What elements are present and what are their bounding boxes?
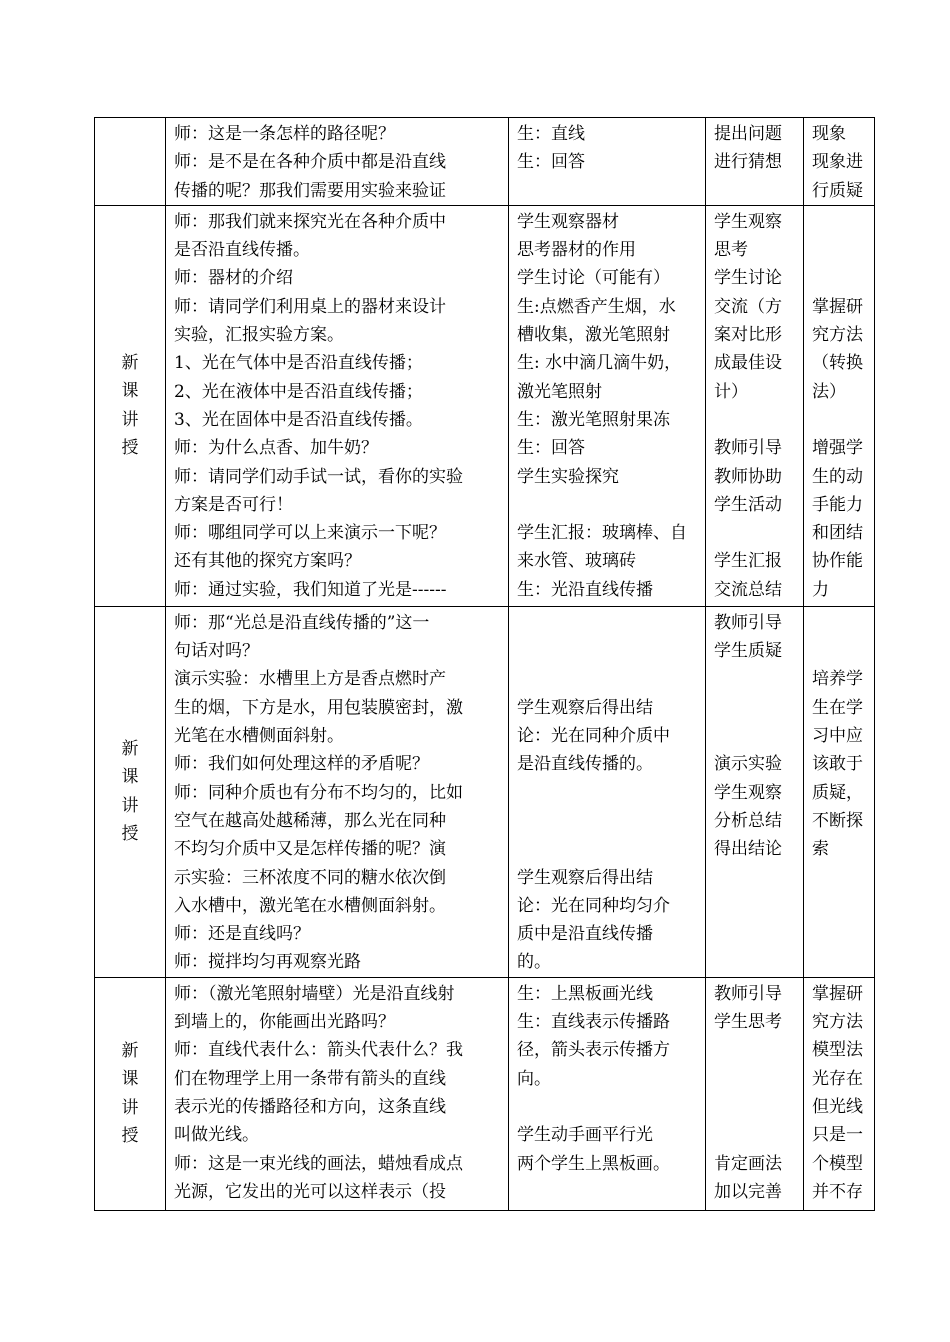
cell-text-line: 掌握研 <box>812 296 863 317</box>
cell-text-line: 师：这是一条怎样的路径呢？ <box>174 124 395 144</box>
method-cell <box>706 118 804 206</box>
cell-text-line: 该敢于 <box>812 754 863 775</box>
cell-text-line <box>812 236 866 264</box>
cell-text-line: 索 <box>812 839 829 860</box>
cell-text-line: 生的烟，下方是水，用包装膜密封，激 <box>174 697 463 718</box>
cell-text-line: 掌握研 <box>812 983 863 1004</box>
cell-text-line: 学生讨论 <box>714 268 782 289</box>
cell-text-line: 光存在 <box>812 1068 863 1089</box>
cell-text-line: 师：哪组同学可以上来演示一下呢？ <box>174 523 446 544</box>
cell-text-line <box>812 609 866 637</box>
cell-text-line: 师：我们如何处理这样的矛盾呢？ <box>174 754 429 775</box>
lesson-row <box>95 118 875 206</box>
cell-text-line: 师：直线代表什么：箭头代表什么？我 <box>174 1040 463 1061</box>
cell-text-line <box>714 665 795 693</box>
cell-text-line: 师：请同学们利用桌上的器材来设计 <box>174 296 446 317</box>
cell-text-line: 分析总结 <box>714 810 782 831</box>
student-activity-cell <box>509 977 706 1210</box>
cell-text-line <box>517 491 697 519</box>
cell-text-line: 们在物理学上用一条带有箭头的直线 <box>174 1068 446 1089</box>
cell-text-line: 生: 水中滴几滴牛奶， <box>517 353 682 374</box>
cell-text-line: 教师引导 <box>714 438 782 459</box>
method-cell <box>706 606 804 977</box>
cell-text-line: 师：为什么点香、加牛奶？ <box>174 438 378 459</box>
teacher-activity-cell <box>166 205 509 606</box>
cell-text-line <box>714 406 795 434</box>
stage-cell <box>95 118 166 206</box>
cell-text-line: 手能力 <box>812 494 863 515</box>
cell-text-line: 交流（方 <box>714 296 782 317</box>
design-intent-cell <box>804 977 875 1210</box>
cell-text-line: 但光线 <box>812 1096 863 1117</box>
cell-text-line: 不断探 <box>812 810 863 831</box>
cell-text-line: 学生汇报：玻璃棒、自 <box>517 523 687 544</box>
lesson-row <box>95 977 875 1210</box>
teacher-activity-cell <box>166 977 509 1210</box>
cell-text-line: 计） <box>714 381 748 402</box>
cell-text-line: 学生讨论（可能有） <box>517 268 670 289</box>
cell-text-line <box>517 807 697 835</box>
cell-text-line: 是否沿直线传播。 <box>174 240 310 261</box>
lesson-plan-table <box>94 117 875 1211</box>
cell-text-line: 现象进 <box>812 152 863 173</box>
cell-text-line <box>714 1121 795 1149</box>
cell-text-line: 习中应 <box>812 726 863 747</box>
cell-text-line <box>812 264 866 292</box>
student-activity-cell <box>509 205 706 606</box>
cell-text-line: 传播的呢？那我们需要用实验来验证 <box>174 180 446 201</box>
design-intent-cell <box>804 205 875 606</box>
cell-text-line: 学生质疑 <box>714 641 782 662</box>
cell-text-line: 1、光在气体中是否沿直线传播； <box>174 353 423 374</box>
stage-label: 新课讲授 <box>121 352 139 459</box>
method-cell <box>706 205 804 606</box>
cell-text-line <box>714 1065 795 1093</box>
cell-text-line: 加以完善 <box>714 1181 782 1202</box>
cell-text-line: 师：搅拌均匀再观察光路 <box>174 952 361 973</box>
cell-text-line: 增强学 <box>812 438 863 459</box>
cell-text-line: 径，箭头表示传播方 <box>517 1040 670 1061</box>
cell-text-line: 师：这是一束光线的画法，蜡烛看成点 <box>174 1153 463 1174</box>
cell-text-line: 模型法 <box>812 1040 863 1061</box>
cell-text-line: 光笔在水槽侧面斜射。 <box>174 726 344 747</box>
cell-text-line: 学生汇报 <box>714 551 782 572</box>
cell-text-line: 演示实验 <box>714 754 782 775</box>
cell-text-line <box>714 1036 795 1064</box>
cell-text-line: 空气在越高处越稀薄，那么光在同种 <box>174 810 446 831</box>
cell-text-line: （转换 <box>812 353 863 374</box>
cell-text-line: 师：同种介质也有分布不均匀的，比如 <box>174 782 463 803</box>
cell-text-line <box>714 1093 795 1121</box>
cell-text-line <box>517 637 697 665</box>
cell-text-line: 的。 <box>517 952 551 973</box>
cell-text-line: 思考器材的作用 <box>517 240 636 261</box>
cell-text-line: 教师引导 <box>714 612 782 633</box>
cell-text-line: 提出问题 <box>714 124 782 144</box>
cell-text-line: 槽收集，激光笔照射 <box>517 325 670 346</box>
cell-text-line <box>812 637 866 665</box>
cell-text-line: 实验，汇报实验方案。 <box>174 325 344 346</box>
cell-text-line <box>714 722 795 750</box>
cell-text-line: 交流总结 <box>714 579 782 600</box>
cell-text-line: 行质疑 <box>812 180 863 201</box>
cell-text-line: 2、光在液体中是否沿直线传播； <box>174 381 423 402</box>
stage-label: 新课讲授 <box>121 738 139 845</box>
cell-text-line: 法） <box>812 381 846 402</box>
cell-text-line: 句话对吗？ <box>174 641 259 662</box>
cell-text-line: 到墙上的，你能画出光路吗？ <box>174 1012 395 1033</box>
cell-text-line: 师：请同学们动手试一试，看你的实验 <box>174 466 463 487</box>
cell-text-line <box>812 208 866 236</box>
cell-text-line: 得出结论 <box>714 839 782 860</box>
student-activity-cell <box>509 118 706 206</box>
cell-text-line: 个模型 <box>812 1153 863 1174</box>
cell-text-line <box>517 665 697 693</box>
cell-text-line: 示实验：三杯浓度不同的糖水依次倒 <box>174 867 446 888</box>
cell-text-line: 入水槽中，激光笔在水槽侧面斜射。 <box>174 895 446 916</box>
cell-text-line: 和团结 <box>812 523 863 544</box>
cell-text-line: 表示光的传播路径和方向，这条直线 <box>174 1096 446 1117</box>
cell-text-line: 师：还是直线吗？ <box>174 924 310 945</box>
cell-text-line: 生：光沿直线传播 <box>517 579 653 600</box>
cell-text-line: 并不存 <box>812 1181 863 1202</box>
cell-text-line: 教师引导 <box>714 983 782 1004</box>
cell-text-line: 思考 <box>714 240 748 261</box>
cell-text-line: 究方法 <box>812 1012 863 1033</box>
cell-text-line: 学生观察后得出结 <box>517 697 653 718</box>
cell-text-line: 学生活动 <box>714 494 782 515</box>
cell-text-line: 生的动 <box>812 466 863 487</box>
cell-text-line: 3、光在固体中是否沿直线传播。 <box>174 409 423 430</box>
cell-text-line: 生：回答 <box>517 438 585 459</box>
cell-text-line: 光源，它发出的光可以这样表示（投 <box>174 1181 446 1202</box>
cell-text-line: 生：直线 <box>517 124 585 144</box>
teacher-activity-cell <box>166 118 509 206</box>
cell-text-line: 学生实验探究 <box>517 466 619 487</box>
cell-text-line: 进行猜想 <box>714 152 782 173</box>
cell-text-line: 叫做光线。 <box>174 1125 259 1146</box>
cell-text-line <box>517 835 697 863</box>
cell-text-line: 论：光在同种均匀介 <box>517 895 670 916</box>
cell-text-line: 是沿直线传播的。 <box>517 754 653 775</box>
cell-text-line: 论：光在同种介质中 <box>517 726 670 747</box>
cell-text-line <box>517 609 697 637</box>
cell-text-line <box>714 519 795 547</box>
cell-text-line: 生在学 <box>812 697 863 718</box>
cell-text-line: 师：是不是在各种介质中都是沿直线 <box>174 152 446 173</box>
cell-text-line: 学生观察 <box>714 782 782 803</box>
cell-text-line: 力 <box>812 579 829 600</box>
cell-text-line: 还有其他的探究方案吗？ <box>174 551 361 572</box>
cell-text-line: 协作能 <box>812 551 863 572</box>
cell-text-line: 究方法 <box>812 325 863 346</box>
cell-text-line: 师：通过实验，我们知道了光是------ <box>174 579 447 600</box>
cell-text-line <box>812 406 866 434</box>
cell-text-line: 师：那我们就来探究光在各种介质中 <box>174 211 446 232</box>
cell-text-line: 质中是沿直线传播 <box>517 924 653 945</box>
cell-text-line: 生：回答 <box>517 152 585 173</box>
cell-text-line: 两个学生上黑板画。 <box>517 1153 670 1174</box>
design-intent-cell <box>804 118 875 206</box>
stage-label: 新课讲授 <box>121 1040 139 1147</box>
cell-text-line: 学生动手画平行光 <box>517 1125 653 1146</box>
cell-text-line: 学生观察器材 <box>517 211 619 232</box>
cell-text-line <box>714 694 795 722</box>
cell-text-line: 师：那“光总是沿直线传播的”这一 <box>174 612 430 633</box>
cell-text-line: 学生思考 <box>714 1012 782 1033</box>
lesson-row <box>95 205 875 606</box>
cell-text-line: 来水管、玻璃砖 <box>517 551 636 572</box>
cell-text-line: 案对比形 <box>714 325 782 346</box>
teacher-activity-cell <box>166 606 509 977</box>
design-intent-cell <box>804 606 875 977</box>
stage-cell <box>95 606 166 977</box>
lesson-plan-body <box>95 118 875 1211</box>
cell-text-line: 肯定画法 <box>714 1153 782 1174</box>
cell-text-line: 培养学 <box>812 669 863 690</box>
cell-text-line: 成最佳设 <box>714 353 782 374</box>
cell-text-line: 师：（激光笔照射墙壁）光是沿直线射 <box>174 983 455 1004</box>
student-activity-cell <box>509 606 706 977</box>
cell-text-line: 学生观察 <box>714 211 782 232</box>
cell-text-line <box>517 779 697 807</box>
cell-text-line: 现象 <box>812 124 846 144</box>
cell-text-line: 生：上黑板画光线 <box>517 983 653 1004</box>
stage-cell <box>95 977 166 1210</box>
cell-text-line: 质疑， <box>812 782 863 803</box>
lesson-row <box>95 606 875 977</box>
method-cell <box>706 977 804 1210</box>
cell-text-line: 生：直线表示传播路 <box>517 1012 670 1033</box>
cell-text-line: 学生观察后得出结 <box>517 867 653 888</box>
stage-cell <box>95 205 166 606</box>
cell-text-line: 向。 <box>517 1068 551 1089</box>
cell-text-line: 师：器材的介绍 <box>174 268 293 289</box>
cell-text-line: 演示实验：水槽里上方是香点燃时产 <box>174 669 446 690</box>
cell-text-line <box>517 1093 697 1121</box>
cell-text-line: 不均匀介质中又是怎样传播的呢？演 <box>174 839 446 860</box>
cell-text-line: 方案是否可行！ <box>174 494 293 515</box>
cell-text-line: 只是一 <box>812 1125 863 1146</box>
cell-text-line: 教师协助 <box>714 466 782 487</box>
cell-text-line: 生：激光笔照射果冻 <box>517 409 670 430</box>
cell-text-line: 激光笔照射 <box>517 381 602 402</box>
cell-text-line: 生:点燃香产生烟，水 <box>517 296 676 317</box>
